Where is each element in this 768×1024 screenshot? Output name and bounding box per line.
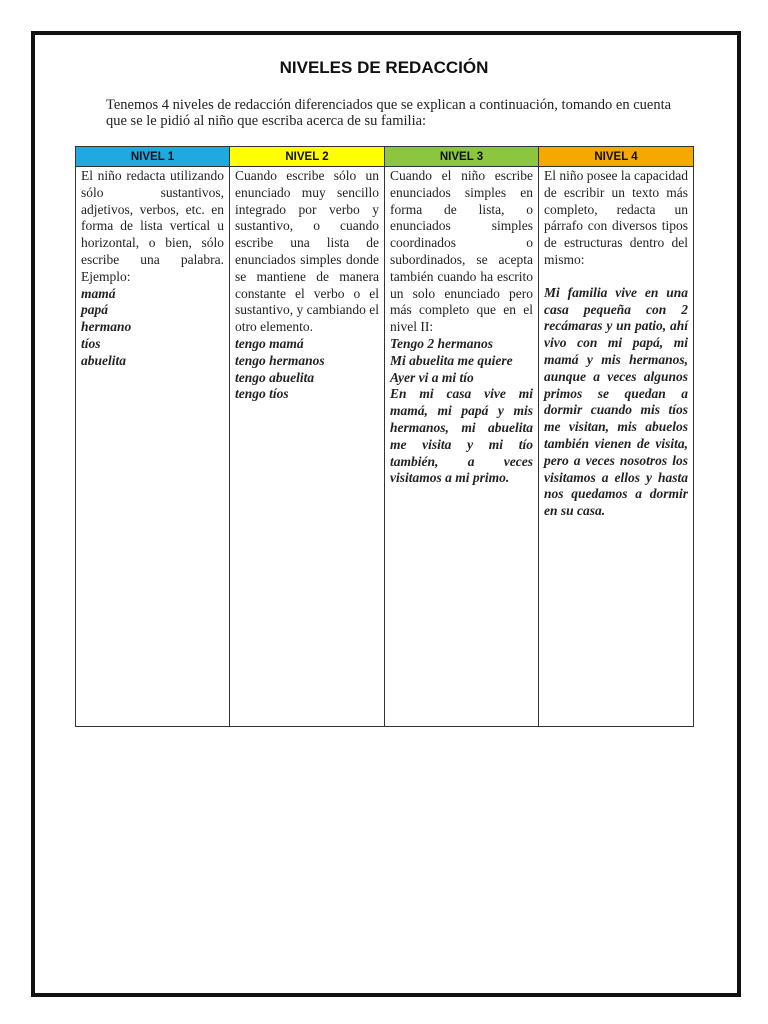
cell-nivel-2 — [230, 167, 385, 727]
header-nivel-3: NIVEL 3 — [385, 147, 539, 167]
example-item: tíos — [81, 335, 101, 351]
description-nivel-3: Cuando el niño escribe enunciados simples en forma de lista, o enunciados simples coordinados o subordinados, se acepta también cuando ha escrito un solo enunciado pero más completo que en el nivel II: — [390, 168, 533, 335]
levels-table — [75, 146, 694, 727]
header-nivel-1: NIVEL 1 — [76, 147, 230, 167]
cell-nivel-4 — [539, 167, 694, 727]
example-item: tengo tíos — [235, 386, 289, 402]
example-item: En mi casa vive mi mamá, mi papá y mis hermanos, mi abuelita me visita y mi tío también, a veces visitamos a mi primo. — [390, 386, 533, 486]
description-nivel-4: El niño posee la capacidad de escribir un texto más completo, redacta un párrafo con diversos tipos de estructuras dentro del mismo: — [544, 168, 688, 267]
cell-nivel-3 — [385, 167, 539, 727]
header-nivel-2: NIVEL 2 — [230, 147, 385, 167]
description-nivel-2: Cuando escribe sólo un enunciado muy sencillo integrado por verbo y sustantivo, o cuando escribe una lista de enunciados simples donde se mantiene de manera constante el verbo o el sustantivo, y cambiando el otro elemento. — [235, 168, 379, 335]
example-item: tengo hermanos — [235, 352, 325, 368]
cell-nivel-1 — [76, 167, 230, 727]
example-item: papá — [81, 302, 108, 318]
example-item: tengo abuelita — [235, 369, 315, 385]
example-item: Mi abuelita me quiere — [390, 352, 513, 368]
table-header-row — [76, 147, 694, 167]
example-item: abuelita — [81, 352, 127, 368]
table-row — [76, 167, 694, 727]
header-nivel-4: NIVEL 4 — [539, 147, 694, 167]
examples-nivel-3 — [390, 336, 533, 487]
example-item: mamá — [81, 285, 116, 301]
example-item: Tengo 2 hermanos — [390, 335, 494, 351]
example-item: hermano — [81, 319, 132, 335]
page-title: NIVELES DE REDACCIÓN — [279, 58, 489, 77]
example-item: Ayer vi a mi tío — [390, 369, 474, 385]
examples-nivel-2 — [235, 336, 379, 403]
examples-nivel-1 — [81, 286, 224, 370]
example-item: tengo mamá — [235, 335, 304, 351]
example-nivel-4: Mi familia vive en una casa pequeña con 2 recámaras y un patio, ahí vivo con mi papá, mi mamá y mis hermanos, aunque a veces algunos primos se quedan a dormir cuando mis tíos me visitan, mis abuelos también vienen de visita, pero a veces nosotros los visitamos a ellos y hasta nos quedamos a dormir en su casa. — [544, 284, 688, 519]
description-nivel-1: El niño redacta utilizando sólo sustantivos, adjetivos, verbos, etc. en forma de lista vertical u horizontal, o bien, sólo escribe una palabra. Ejemplo: — [81, 168, 224, 284]
intro-paragraph: Tenemos 4 niveles de redacción diferenciados que se explican a continuación, tomando en cuenta que se le pidió al niño que escriba acerca de su familia: — [106, 97, 672, 129]
